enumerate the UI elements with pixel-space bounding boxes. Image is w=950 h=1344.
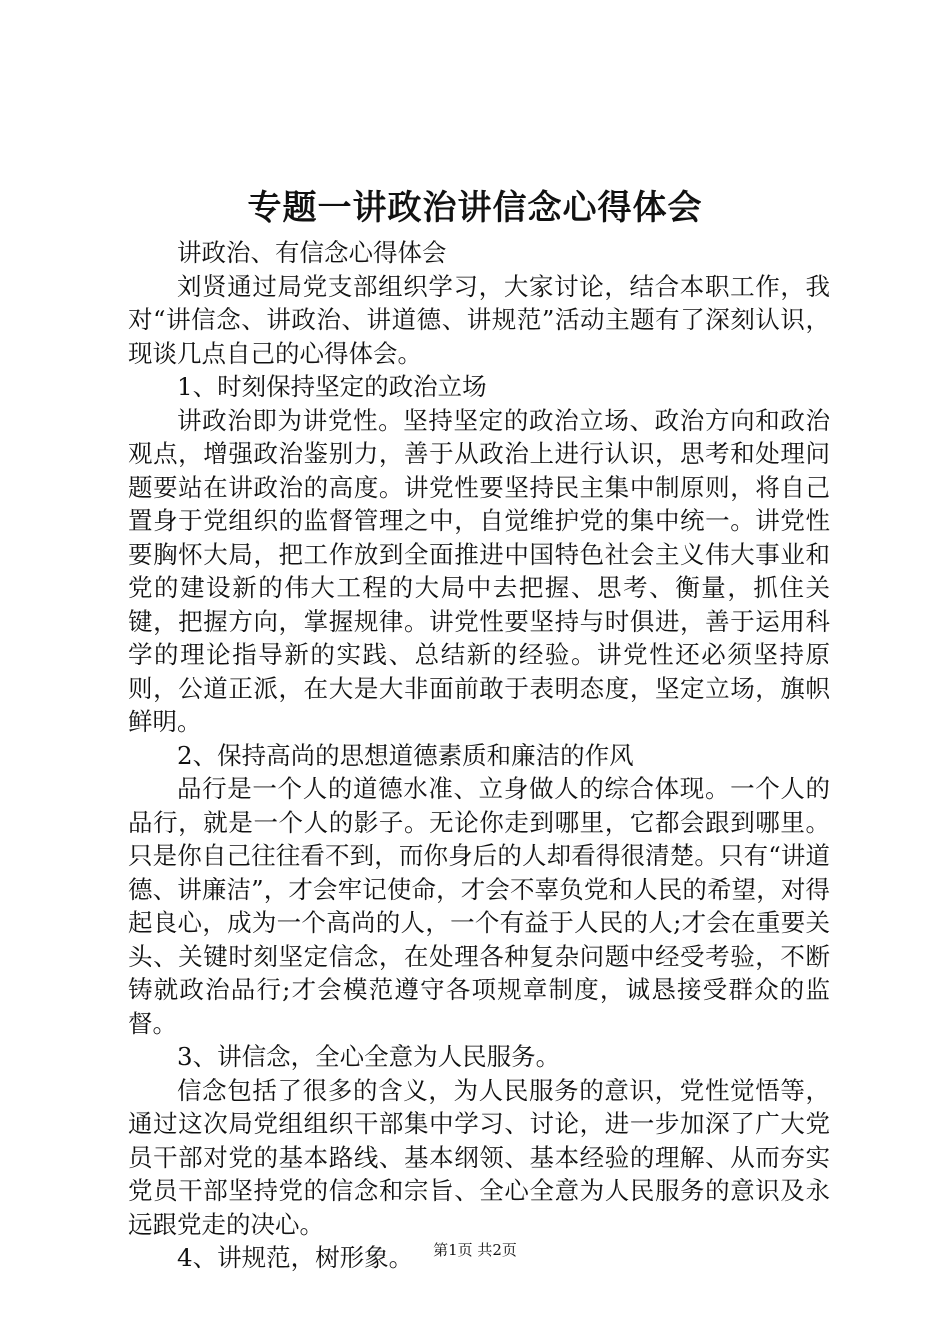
section-heading-4: 4、讲规范，树形象。 (177, 1243, 414, 1272)
section-paragraph-1: 讲政治即为讲党性。坚持坚定的政治立场、政治方向和政治观点，增强政治鉴别力，善于从政治上进行认识，思考和处理问题要站在讲政治的高度。讲党性要坚持民主集中制原则，将自己置身于党组织的监督管理之中，自觉维护党的集中统一。讲党性要胸怀大局，把工作放到全面推进中国特色社会主义伟大事业和党的建设新的伟大工程的大局中去把握、思考、衡量，抓住关键，把握方向，掌握规律。讲党性要坚持与时俱进，善于运用科学的理论指导新的实践、总结新的经验。讲党性还必须坚持原则，公道正派，在大是大非面前敢于表明态度，坚定立场，旗帜鲜明。 (128, 405, 830, 736)
subtitle-paragraph: 讲政治、有信念心得体会 (177, 238, 447, 267)
section-heading-2: 2、保持高尚的思想道德素质和廉洁的作风 (177, 740, 634, 770)
section-heading-1: 1、时刻保持坚定的政治立场 (177, 372, 487, 401)
section-paragraph-3: 信念包括了很多的含义，为人民服务的意识，党性觉悟等，通过这次局党组组织干部集中学习、讨论，进一步加深了广大党员干部对党的基本路线、基本纲领、基本经验的理解、从而夯实党员干部坚持党的信念和宗旨、全心全意为人民服务的意识及永远跟党走的决心。 (128, 1075, 830, 1239)
page-footer: 第1页 共2页 (433, 1241, 517, 1259)
document-title: 专题一讲政治讲信念心得体会 (247, 188, 703, 228)
section-heading-3: 3、讲信念，全心全意为人民服务。 (177, 1042, 561, 1071)
document-body (128, 236, 830, 1275)
intro-paragraph: 刘贤通过局党支部组织学习，大家讨论，结合本职工作，我对“讲信念、讲政治、讲道德、讲规范”活动主题有了深刻认识，现谈几点自己的心得体会。 (128, 271, 830, 368)
section-paragraph-2: 品行是一个人的道德水准、立身做人的综合体现。一个人的品行，就是一个人的影子。无论你走到哪里，它都会跟到哪里。只是你自己往往看不到，而你身后的人却看得很清楚。只有“讲道德、讲廉洁”，才会牢记使命，才会不辜负党和人民的希望，对得起良心，成为一个高尚的人，一个有益于人民的人;才会在重要关头、关键时刻坚定信念，在处理各种复杂问题中经受考验，不断铸就政治品行;才会模范遵守各项规章制度，诚恳接受群众的监督。 (128, 774, 830, 1038)
